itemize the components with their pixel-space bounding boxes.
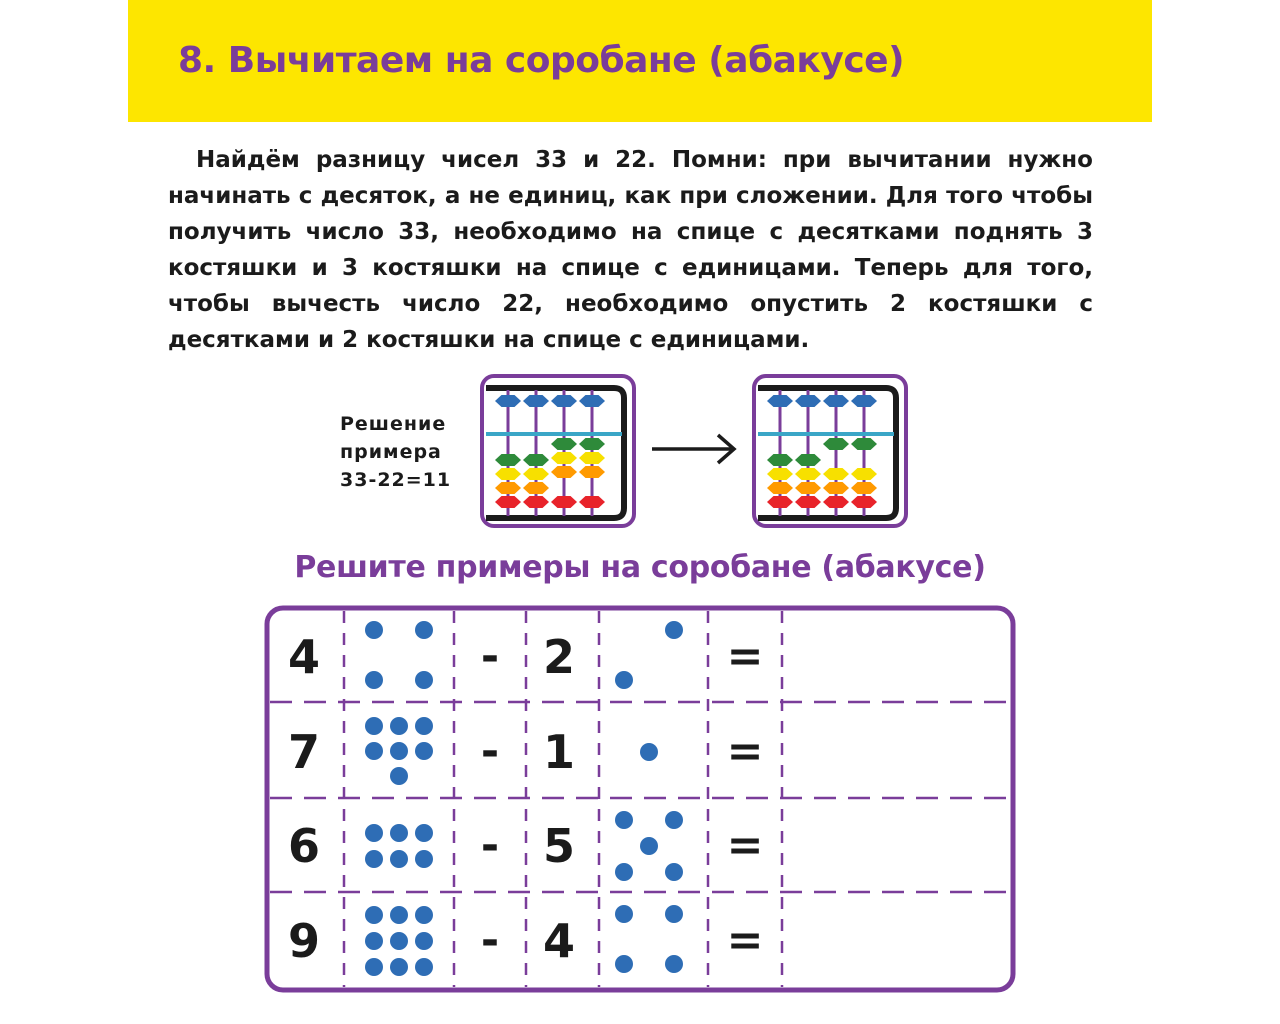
count-dot [665,811,683,829]
count-dot [390,958,408,976]
subtrahend: 5 [542,819,575,873]
minuend: 9 [287,914,320,968]
equals-sign: = [726,915,764,966]
count-dot [365,906,383,924]
count-dot [390,717,408,735]
count-dot [390,767,408,785]
subtrahend: 4 [542,914,575,968]
count-dot [390,850,408,868]
caption-line: Решение [340,413,447,435]
minuend: 7 [287,725,320,779]
count-dot [365,621,383,639]
page-title: 8. Вычитаем на соробане (абакусе) [178,40,905,81]
example-caption [340,410,465,494]
count-dot [415,958,433,976]
equals-sign: = [726,820,764,871]
caption-line: 33-22=11 [340,469,452,491]
page-header [128,0,1152,122]
answer-field[interactable] [788,901,1003,981]
exercise-table [264,605,1016,993]
arrow-right-icon [648,432,740,466]
minus-sign: - [480,820,500,871]
minus-sign: - [480,726,500,777]
count-dot [640,837,658,855]
exercise-title: Решите примеры на соробане (абакусе) [294,550,986,585]
abacus-divider [758,432,894,436]
count-dot [615,905,633,923]
answer-field[interactable] [788,806,1003,886]
answer-field[interactable] [788,712,1003,792]
count-dot [640,743,658,761]
subtrahend: 1 [542,725,575,779]
count-dot [390,906,408,924]
count-dot [415,850,433,868]
count-dot [665,955,683,973]
abacus-after-icon [752,374,908,528]
count-dot [415,932,433,950]
count-dot [365,824,383,842]
count-dot [390,742,408,760]
count-dot [365,850,383,868]
subtrahend: 2 [542,630,575,684]
count-dot [365,932,383,950]
equals-sign: = [726,631,764,682]
count-dot [415,824,433,842]
count-dot [365,958,383,976]
count-dot [415,717,433,735]
count-dot [365,717,383,735]
count-dot [390,932,408,950]
count-dot [665,621,683,639]
count-dot [415,671,433,689]
equals-sign: = [726,726,764,777]
count-dot [390,824,408,842]
intro-paragraph: Найдём разницу чисел 33 и 22. Помни: при вычитании нужно начинать с десяток, а не единиц, как при сложении. Для того чтобы получить число 33, необходимо на спице с десятками поднять 3 костяшки и 3 костяшки на спице с единицами. Теперь для того, чтобы вычесть число 22, необходимо опустить 2 костяшки с десятками и 2 костяшки на спице с единицами. [168,147,1093,353]
count-dot [665,905,683,923]
answer-field[interactable] [788,617,1003,697]
count-dot [615,671,633,689]
count-dot [365,742,383,760]
minus-sign: - [480,631,500,682]
count-dot [615,811,633,829]
minus-sign: - [480,915,500,966]
minuend: 6 [287,819,320,873]
count-dot [415,742,433,760]
abacus-before-icon [480,374,636,528]
count-dot [665,863,683,881]
abacus-divider [486,432,622,436]
count-dot [615,863,633,881]
count-dot [415,906,433,924]
count-dot [365,671,383,689]
count-dot [415,621,433,639]
minuend: 4 [287,630,320,684]
caption-line: примера [340,441,442,463]
count-dot [615,955,633,973]
